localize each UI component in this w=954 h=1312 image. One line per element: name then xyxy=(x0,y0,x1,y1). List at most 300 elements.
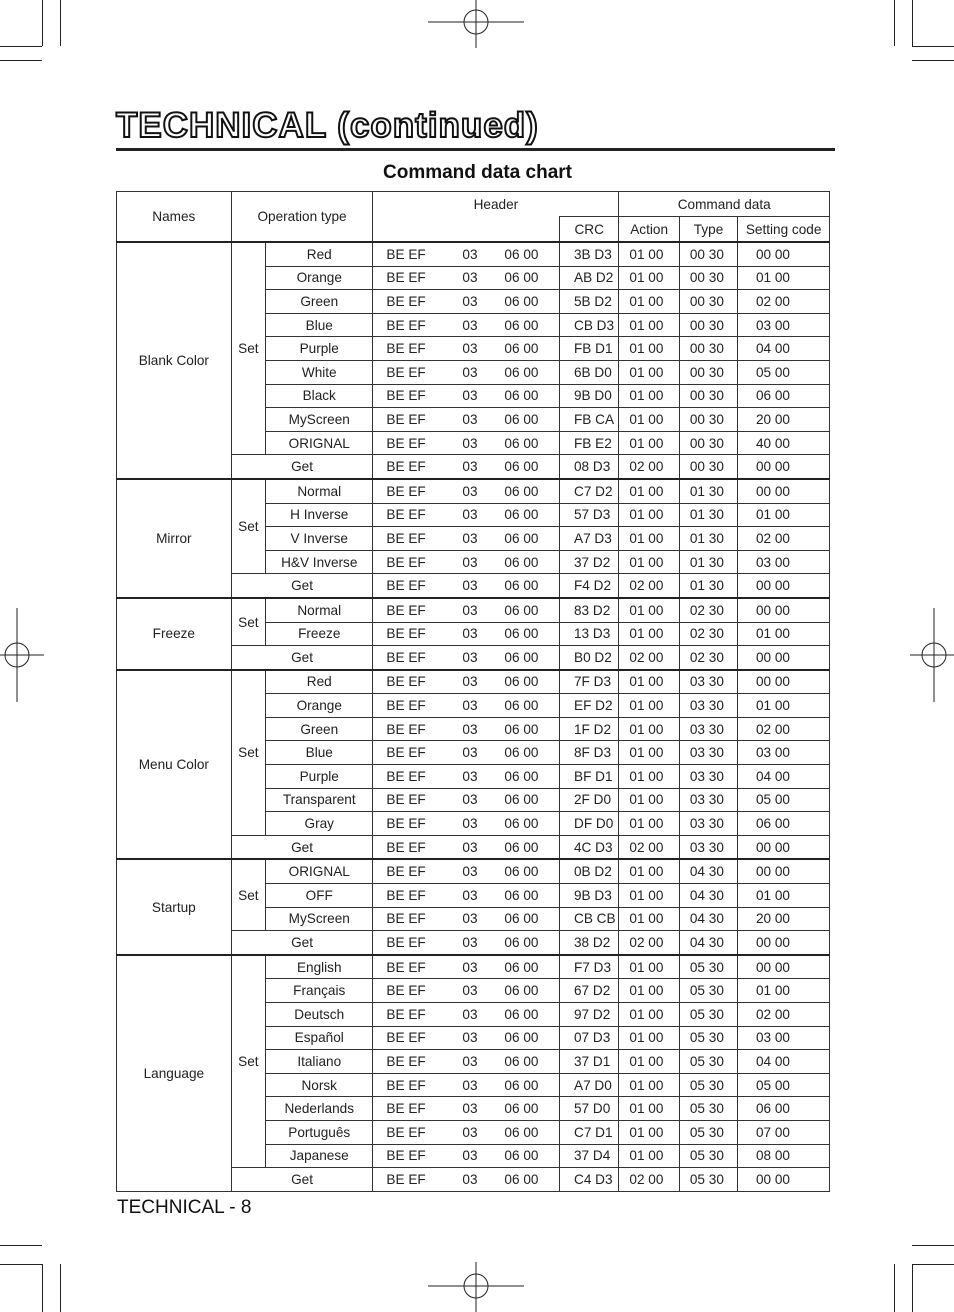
header-cell xyxy=(373,907,560,931)
action-cell: 01 00 xyxy=(619,479,679,503)
action-cell: 01 00 xyxy=(619,598,679,622)
operation-cell: Nederlands xyxy=(266,1097,373,1121)
registration-mark-icon xyxy=(428,1262,524,1312)
header-cell xyxy=(373,622,560,646)
type-cell: 05 30 xyxy=(679,1168,737,1192)
type-cell: 02 30 xyxy=(679,622,737,646)
action-cell: 01 00 xyxy=(619,1050,679,1074)
get-label-cell: Get xyxy=(231,455,373,479)
header-bytes: 06 00 xyxy=(504,649,539,665)
header-bytes: 06 00 xyxy=(504,554,539,570)
operation-cell: ORIGNAL xyxy=(266,431,373,455)
crc-cell: 9B D0 xyxy=(560,384,619,408)
header-cell xyxy=(373,360,560,384)
type-cell: 00 30 xyxy=(679,455,737,479)
type-cell: 03 30 xyxy=(679,835,737,859)
crc-cell: CB CB xyxy=(560,907,619,931)
header-cell xyxy=(373,1073,560,1097)
setting-code-cell: 02 00 xyxy=(738,527,830,551)
header-bytes: 03 xyxy=(462,674,478,690)
operation-cell: Red xyxy=(266,242,373,266)
header-cell xyxy=(373,384,560,408)
header-cell xyxy=(373,1168,560,1192)
header-cell xyxy=(373,503,560,527)
header-bytes: 06 00 xyxy=(504,293,539,309)
setting-code-cell: 00 00 xyxy=(738,455,830,479)
header-column-header: Header xyxy=(373,192,619,217)
action-cell: 01 00 xyxy=(619,527,679,551)
crc-cell: FB CA xyxy=(560,408,619,432)
crc-cell: 1F D2 xyxy=(560,717,619,741)
header-cell xyxy=(373,1097,560,1121)
setting-code-cell: 06 00 xyxy=(738,812,830,836)
set-label-cell: Set xyxy=(231,955,265,1168)
table-row xyxy=(117,955,830,979)
header-bytes: 03 xyxy=(462,1077,478,1093)
type-cell: 01 30 xyxy=(679,503,737,527)
crc-cell: 57 D3 xyxy=(560,503,619,527)
crc-cell: 37 D4 xyxy=(560,1144,619,1168)
setting-code-cell: 00 00 xyxy=(738,479,830,503)
operation-type-header: Operation type xyxy=(231,192,373,243)
action-cell: 01 00 xyxy=(619,1026,679,1050)
header-bytes: BE EF xyxy=(386,1053,426,1069)
crop-mark xyxy=(0,46,42,47)
action-cell: 01 00 xyxy=(619,717,679,741)
header-bytes: 06 00 xyxy=(504,1148,539,1164)
type-cell: 02 30 xyxy=(679,598,737,622)
crc-cell: 4C D3 xyxy=(560,835,619,859)
setting-code-cell: 03 00 xyxy=(738,741,830,765)
action-cell: 01 00 xyxy=(619,1073,679,1097)
header-bytes: BE EF xyxy=(386,698,426,714)
crc-cell: 5B D2 xyxy=(560,290,619,314)
header-bytes: BE EF xyxy=(386,1171,426,1187)
operation-cell: Normal xyxy=(266,598,373,622)
setting-code-cell: 01 00 xyxy=(738,622,830,646)
setting-code-cell: 00 00 xyxy=(738,598,830,622)
header-cell xyxy=(373,313,560,337)
header-cell xyxy=(373,955,560,979)
crop-mark xyxy=(60,0,61,46)
crc-cell: 7F D3 xyxy=(560,670,619,694)
operation-cell: Italiano xyxy=(266,1050,373,1074)
group-name-cell: Startup xyxy=(117,859,232,954)
action-cell: 02 00 xyxy=(619,455,679,479)
get-label-cell: Get xyxy=(231,835,373,859)
setting-code-cell: 04 00 xyxy=(738,337,830,361)
type-cell: 01 30 xyxy=(679,479,737,503)
header-bytes: BE EF xyxy=(386,626,426,642)
action-cell: 02 00 xyxy=(619,931,679,955)
header-bytes: 03 xyxy=(462,792,478,808)
action-cell: 01 00 xyxy=(619,360,679,384)
header-bytes: 06 00 xyxy=(504,626,539,642)
operation-cell: H Inverse xyxy=(266,503,373,527)
header-cell xyxy=(373,1120,560,1144)
crop-mark xyxy=(912,1264,913,1312)
action-cell: 01 00 xyxy=(619,694,679,718)
type-cell: 05 30 xyxy=(679,1073,737,1097)
setting-code-cell: 01 00 xyxy=(738,503,830,527)
header-cell xyxy=(373,574,560,598)
table-row xyxy=(117,479,830,503)
set-label-cell: Set xyxy=(231,242,265,455)
crc-cell: FB E2 xyxy=(560,431,619,455)
setting-code-cell: 08 00 xyxy=(738,1144,830,1168)
header-cell xyxy=(373,646,560,670)
type-header: Type xyxy=(679,217,737,243)
crc-cell: 07 D3 xyxy=(560,1026,619,1050)
header-cell xyxy=(373,479,560,503)
header-cell xyxy=(373,931,560,955)
crc-cell: B0 D2 xyxy=(560,646,619,670)
type-cell: 00 30 xyxy=(679,431,737,455)
type-cell: 04 30 xyxy=(679,859,737,883)
header-bytes: 06 00 xyxy=(504,270,539,286)
type-cell: 03 30 xyxy=(679,788,737,812)
header-bytes: BE EF xyxy=(386,341,426,357)
header-bytes: 03 xyxy=(462,1101,478,1117)
setting-code-cell: 00 00 xyxy=(738,1168,830,1192)
table-row xyxy=(117,242,830,266)
setting-code-cell: 03 00 xyxy=(738,550,830,574)
setting-code-cell: 01 00 xyxy=(738,884,830,908)
crc-cell: C7 D1 xyxy=(560,1120,619,1144)
header-bytes: 03 xyxy=(462,959,478,975)
action-cell: 01 00 xyxy=(619,431,679,455)
setting-code-cell: 20 00 xyxy=(738,907,830,931)
header-bytes: BE EF xyxy=(386,317,426,333)
header-bytes: BE EF xyxy=(386,721,426,737)
header-bytes: 06 00 xyxy=(504,364,539,380)
header-bytes: 03 xyxy=(462,602,478,618)
header-cell xyxy=(373,527,560,551)
crc-cell: EF D2 xyxy=(560,694,619,718)
header-bytes: BE EF xyxy=(386,935,426,951)
header-bytes: 03 xyxy=(462,768,478,784)
setting-code-cell: 05 00 xyxy=(738,788,830,812)
header-bytes: 06 00 xyxy=(504,411,539,427)
setting-code-header: Setting code xyxy=(738,217,830,243)
header-bytes: 03 xyxy=(462,246,478,262)
setting-code-cell: 20 00 xyxy=(738,408,830,432)
type-cell: 04 30 xyxy=(679,884,737,908)
operation-cell: MyScreen xyxy=(266,408,373,432)
header-cell xyxy=(373,788,560,812)
crc-cell: 38 D2 xyxy=(560,931,619,955)
type-cell: 05 30 xyxy=(679,1144,737,1168)
header-bytes: BE EF xyxy=(386,983,426,999)
crc-cell: 83 D2 xyxy=(560,598,619,622)
crc-cell: C4 D3 xyxy=(560,1168,619,1192)
crop-mark xyxy=(912,0,913,46)
operation-cell: Gray xyxy=(266,812,373,836)
header-cell xyxy=(373,979,560,1003)
action-cell: 02 00 xyxy=(619,646,679,670)
header-bytes: BE EF xyxy=(386,270,426,286)
header-bytes: BE EF xyxy=(386,411,426,427)
header-bytes: BE EF xyxy=(386,911,426,927)
header-bytes: 03 xyxy=(462,341,478,357)
type-cell: 01 30 xyxy=(679,527,737,551)
crc-cell: BF D1 xyxy=(560,765,619,789)
header-bytes: 06 00 xyxy=(504,839,539,855)
type-cell: 05 30 xyxy=(679,1120,737,1144)
header-cell xyxy=(373,1050,560,1074)
header-bytes: 03 xyxy=(462,483,478,499)
operation-cell: Blue xyxy=(266,313,373,337)
operation-cell: Black xyxy=(266,384,373,408)
header-bytes: 06 00 xyxy=(504,317,539,333)
operation-cell: Purple xyxy=(266,765,373,789)
crop-mark xyxy=(894,1264,895,1312)
action-cell: 01 00 xyxy=(619,979,679,1003)
type-cell: 00 30 xyxy=(679,242,737,266)
operation-cell: Deutsch xyxy=(266,1003,373,1027)
type-cell: 03 30 xyxy=(679,717,737,741)
header-bytes: 06 00 xyxy=(504,530,539,546)
operation-cell: H&V Inverse xyxy=(266,550,373,574)
header-bytes: BE EF xyxy=(386,246,426,262)
header-bytes: 06 00 xyxy=(504,911,539,927)
header-bytes: 06 00 xyxy=(504,768,539,784)
header-bytes: 03 xyxy=(462,698,478,714)
chart-subtitle: Command data chart xyxy=(383,162,572,183)
header-bytes: 03 xyxy=(462,1171,478,1187)
group-name-cell: Blank Color xyxy=(117,242,232,479)
operation-cell: Purple xyxy=(266,337,373,361)
header-bytes: BE EF xyxy=(386,816,426,832)
header-bytes: BE EF xyxy=(386,1124,426,1140)
action-cell: 01 00 xyxy=(619,741,679,765)
setting-code-cell: 00 00 xyxy=(738,670,830,694)
header-bytes: 06 00 xyxy=(504,935,539,951)
action-cell: 01 00 xyxy=(619,242,679,266)
group-name-cell: Mirror xyxy=(117,479,232,598)
header-bytes: BE EF xyxy=(386,530,426,546)
type-cell: 03 30 xyxy=(679,741,737,765)
crop-mark xyxy=(894,0,895,46)
group-name-cell: Menu Color xyxy=(117,670,232,860)
crc-cell: F4 D2 xyxy=(560,574,619,598)
setting-code-cell: 00 00 xyxy=(738,859,830,883)
operation-cell: Orange xyxy=(266,694,373,718)
operation-cell: ORIGNAL xyxy=(266,859,373,883)
set-label-cell: Set xyxy=(231,670,265,836)
command-data-table xyxy=(116,191,830,1192)
header-bytes: 06 00 xyxy=(504,1006,539,1022)
setting-code-cell: 00 00 xyxy=(738,646,830,670)
header-bytes: 03 xyxy=(462,293,478,309)
header-bytes: 03 xyxy=(462,911,478,927)
action-cell: 01 00 xyxy=(619,290,679,314)
table-row xyxy=(117,859,830,883)
header-cell xyxy=(373,290,560,314)
header-bytes: BE EF xyxy=(386,1030,426,1046)
type-cell: 05 30 xyxy=(679,955,737,979)
header-bytes: 03 xyxy=(462,1053,478,1069)
action-cell: 01 00 xyxy=(619,313,679,337)
header-cell xyxy=(373,670,560,694)
crc-cell: 8F D3 xyxy=(560,741,619,765)
setting-code-cell: 00 00 xyxy=(738,835,830,859)
type-cell: 03 30 xyxy=(679,812,737,836)
header-cell xyxy=(373,431,560,455)
header-bytes: BE EF xyxy=(386,1148,426,1164)
action-cell: 01 00 xyxy=(619,1120,679,1144)
header-bytes: 06 00 xyxy=(504,887,539,903)
operation-cell: English xyxy=(266,955,373,979)
operation-cell: Japanese xyxy=(266,1144,373,1168)
action-header: Action xyxy=(619,217,679,243)
action-cell: 02 00 xyxy=(619,1168,679,1192)
header-bytes: BE EF xyxy=(386,959,426,975)
header-bytes: 06 00 xyxy=(504,698,539,714)
setting-code-cell: 00 00 xyxy=(738,242,830,266)
setting-code-cell: 07 00 xyxy=(738,1120,830,1144)
header-bytes: 03 xyxy=(462,1148,478,1164)
action-cell: 01 00 xyxy=(619,907,679,931)
get-label-cell: Get xyxy=(231,931,373,955)
header-bytes: 06 00 xyxy=(504,816,539,832)
setting-code-cell: 40 00 xyxy=(738,431,830,455)
operation-cell: Norsk xyxy=(266,1073,373,1097)
action-cell: 01 00 xyxy=(619,884,679,908)
crc-cell: A7 D3 xyxy=(560,527,619,551)
names-header: Names xyxy=(117,192,232,243)
setting-code-cell: 01 00 xyxy=(738,694,830,718)
header-bytes: BE EF xyxy=(386,1101,426,1117)
type-cell: 00 30 xyxy=(679,360,737,384)
setting-code-cell: 00 00 xyxy=(738,931,830,955)
header-bytes: 06 00 xyxy=(504,341,539,357)
header-bytes: BE EF xyxy=(386,839,426,855)
type-cell: 05 30 xyxy=(679,1026,737,1050)
page-title: TECHNICAL (continued) xyxy=(116,106,539,145)
header-bytes: 03 xyxy=(462,411,478,427)
crop-mark xyxy=(60,1264,61,1312)
header-cell xyxy=(373,1003,560,1027)
header-bytes: 03 xyxy=(462,745,478,761)
header-bytes: BE EF xyxy=(386,507,426,523)
header-bytes: 03 xyxy=(462,626,478,642)
action-cell: 02 00 xyxy=(619,574,679,598)
header-bytes: BE EF xyxy=(386,602,426,618)
header-cell xyxy=(373,1026,560,1050)
header-bytes: 03 xyxy=(462,1030,478,1046)
header-bytes: BE EF xyxy=(386,554,426,570)
action-cell: 01 00 xyxy=(619,765,679,789)
header-bytes: 03 xyxy=(462,435,478,451)
page-footer: TECHNICAL - 8 xyxy=(117,1197,252,1218)
header-cell xyxy=(373,765,560,789)
header-bytes: 06 00 xyxy=(504,864,539,880)
type-cell: 03 30 xyxy=(679,694,737,718)
action-cell: 01 00 xyxy=(619,384,679,408)
crc-cell: FB D1 xyxy=(560,337,619,361)
crop-mark xyxy=(912,46,954,47)
action-cell: 01 00 xyxy=(619,550,679,574)
header-bytes: BE EF xyxy=(386,768,426,784)
operation-cell: OFF xyxy=(266,884,373,908)
type-cell: 00 30 xyxy=(679,290,737,314)
header-bytes: 06 00 xyxy=(504,792,539,808)
header-cell xyxy=(373,1144,560,1168)
crc-cell: 37 D1 xyxy=(560,1050,619,1074)
type-cell: 03 30 xyxy=(679,765,737,789)
crop-mark xyxy=(912,1245,954,1246)
header-bytes: 03 xyxy=(462,578,478,594)
action-cell: 01 00 xyxy=(619,408,679,432)
group-name-cell: Language xyxy=(117,955,232,1191)
crc-cell: 67 D2 xyxy=(560,979,619,1003)
header-cell xyxy=(373,408,560,432)
header-bytes: 03 xyxy=(462,459,478,475)
set-label-cell: Set xyxy=(231,598,265,646)
setting-code-cell: 01 00 xyxy=(738,979,830,1003)
type-cell: 01 30 xyxy=(679,574,737,598)
header-bytes: 06 00 xyxy=(504,1077,539,1093)
header-bytes: BE EF xyxy=(386,674,426,690)
header-cell xyxy=(373,859,560,883)
type-cell: 01 30 xyxy=(679,550,737,574)
header-bytes: BE EF xyxy=(386,578,426,594)
header-bytes: 06 00 xyxy=(504,1171,539,1187)
type-cell: 00 30 xyxy=(679,313,737,337)
type-cell: 00 30 xyxy=(679,384,737,408)
header-bytes: BE EF xyxy=(386,435,426,451)
header-cell xyxy=(373,550,560,574)
action-cell: 02 00 xyxy=(619,835,679,859)
crc-cell: 9B D3 xyxy=(560,884,619,908)
header-bytes: 06 00 xyxy=(504,246,539,262)
operation-cell: Freeze xyxy=(266,622,373,646)
header-bytes: 06 00 xyxy=(504,388,539,404)
action-cell: 01 00 xyxy=(619,788,679,812)
header-bytes: 03 xyxy=(462,530,478,546)
crc-cell: 57 D0 xyxy=(560,1097,619,1121)
header-bytes: BE EF xyxy=(386,293,426,309)
get-label-cell: Get xyxy=(231,1168,373,1192)
crc-cell: 97 D2 xyxy=(560,1003,619,1027)
header-bytes: 03 xyxy=(462,887,478,903)
header-bytes: 06 00 xyxy=(504,959,539,975)
setting-code-cell: 01 00 xyxy=(738,266,830,290)
header-cell xyxy=(373,835,560,859)
operation-cell: Green xyxy=(266,290,373,314)
operation-cell: MyScreen xyxy=(266,907,373,931)
header-bytes: BE EF xyxy=(386,1006,426,1022)
setting-code-cell: 05 00 xyxy=(738,1073,830,1097)
crop-mark xyxy=(42,0,43,46)
header-bytes: 03 xyxy=(462,388,478,404)
operation-cell: Orange xyxy=(266,266,373,290)
crc-cell: 37 D2 xyxy=(560,550,619,574)
header-bytes: BE EF xyxy=(386,745,426,761)
registration-mark-icon xyxy=(0,608,44,702)
set-label-cell: Set xyxy=(231,479,265,574)
type-cell: 04 30 xyxy=(679,907,737,931)
operation-cell: Español xyxy=(266,1026,373,1050)
crc-cell: DF D0 xyxy=(560,812,619,836)
operation-cell: Français xyxy=(266,979,373,1003)
crc-cell: 08 D3 xyxy=(560,455,619,479)
action-cell: 01 00 xyxy=(619,955,679,979)
crc-cell: C7 D2 xyxy=(560,479,619,503)
operation-cell: Green xyxy=(266,717,373,741)
header-bytes: 06 00 xyxy=(504,1124,539,1140)
